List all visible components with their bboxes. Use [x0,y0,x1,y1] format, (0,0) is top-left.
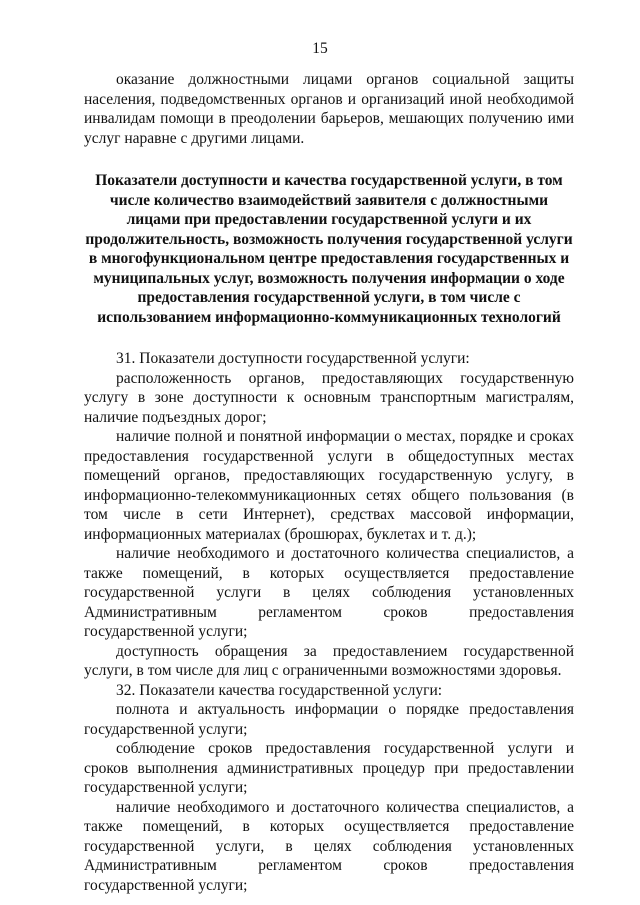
paragraph-specialists: наличие необходимого и достаточного количества специалистов, а также помещений, в которых осуществляется предоставление государственной услуги в целях соблюдения установленных Административным регламентом сроков предоставления государственной услуги; [84,545,574,640]
page-content [84,70,574,895]
paragraph-deadlines: соблюдение сроков предоставления государственной услуги и сроков выполнения административных процедур при предоставлении государственной услуги; [84,740,574,796]
paragraph-31-title: 31. Показатели доступности государственной услуги: [116,350,470,367]
paragraph-location: расположенность органов, предоставляющих государственную услугу в зоне доступности к основным транспортным магистралям, наличие подъездных дорог; [84,369,574,426]
page-number: 15 [312,40,328,57]
paragraph-information: наличие полной и понятной информации о местах, порядке и сроках предоставления государственной услуги в общедоступных местах помещений органов, предоставляющих государственную услугу, в информационно-телекоммуникационных сетях общего пользования (в том числе в сети Интернет), средствах массовой информации, информационных материалах (брошюрах, буклетах и т. д.); [84,428,574,543]
intro-paragraph: оказание должностными лицами органов социальной защиты населения, подведомственных органов и организаций иной необходимой инвалидам помощи в преодолении барьеров, мешающих получению ими услуг наравне с другими лицами. [84,71,574,147]
paragraph-completeness: полнота и актуальность информации о порядке предоставления государственной услуги; [84,701,574,738]
section-heading: Показатели доступности и качества государственной услуги, в том числе количество взаимодействий заявителя с должностными лицами при предоставлении государственной услуги и их продолжительность, возможность получения государственной услуги в многофункциональном центре предоставления государственных и муниципальных услуг, возможность получения информации о ходе предоставления государственной услуги, в том числе с использованием информационно-коммуникационных технологий [85,172,573,326]
paragraph-accessibility: доступность обращения за предоставлением государственной услуги, в том числе для лиц с ограниченными возможностями здоровья. [84,642,574,679]
paragraph-specialists-quality: наличие необходимого и достаточного количества специалистов, а также помещений, в которых осуществляется предоставление государственной услуги, в целях соблюдения установленных Административным регламентом сроков предоставления государственной услуги; [84,798,574,894]
paragraph-32-title: 32. Показатели качества государственной услуги: [116,681,443,699]
